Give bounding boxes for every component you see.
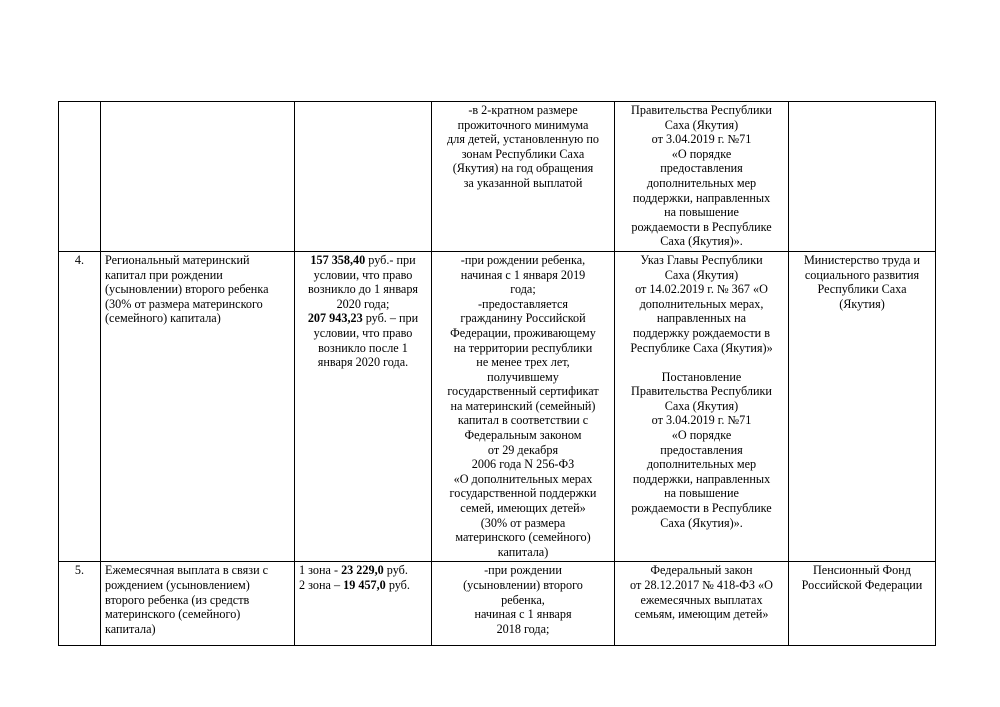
- basis-line: от 14.02.2019 г. № 367 «О: [635, 282, 768, 297]
- table-row: [59, 102, 936, 252]
- conditions-line: прожиточного минимума: [457, 117, 589, 132]
- conditions-line: гражданину Российской: [460, 311, 586, 326]
- benefit-name-cell: [101, 251, 295, 561]
- basis-line: рождаемости в Республике: [631, 501, 772, 516]
- amount-line: условии, что право: [313, 267, 413, 282]
- basis-line: Правительства Республики: [631, 384, 772, 399]
- row-number: [59, 102, 101, 252]
- spacer: [619, 355, 784, 370]
- conditions-line: семей, имеющих детей»: [460, 501, 586, 516]
- name-line: рождением (усыновлением): [105, 578, 250, 592]
- conditions-line: начиная с 1 января: [474, 607, 572, 622]
- name-line: материнского (семейного): [105, 607, 241, 622]
- zone-label: 2 зона –: [299, 578, 344, 592]
- conditions-line: зонам Республики Саха: [461, 146, 585, 161]
- table-row: [59, 562, 936, 646]
- amount-line: 2020 года;: [336, 296, 390, 311]
- amount-line: [299, 578, 427, 593]
- org-line: социального развития: [804, 267, 920, 282]
- basis-line: Республике Саха (Якутия)»: [630, 340, 773, 355]
- benefit-name-cell: [101, 562, 295, 646]
- table-row: [59, 251, 936, 561]
- basis-line: Саха (Якутия)».: [660, 515, 743, 530]
- legal-basis-cell: [615, 102, 789, 252]
- amount-unit: руб.: [385, 578, 410, 592]
- conditions-line: за указанной выплатой: [463, 175, 583, 190]
- amount-line: [299, 563, 427, 578]
- amount-line: возникло после 1: [318, 340, 408, 355]
- name-line: (30% от размера материнского: [105, 296, 263, 311]
- conditions-line: (30% от размера: [480, 515, 566, 530]
- amount-text: руб. – при: [362, 311, 419, 326]
- basis-line: «О порядке: [671, 146, 732, 161]
- basis-line: предоставления: [660, 161, 743, 176]
- basis-line: рождаемости в Республике: [631, 219, 772, 234]
- basis-line: дополнительных мер: [646, 457, 757, 472]
- name-line: капитала): [105, 621, 156, 636]
- conditions-line: ребенка,: [501, 592, 545, 607]
- basis-line: поддержки, направленных: [632, 190, 771, 205]
- basis-line: Саха (Якутия): [664, 398, 739, 413]
- conditions-line: на материнский (семейный): [450, 398, 596, 413]
- basis-line: Правительства Республики: [631, 103, 772, 117]
- org-line: Пенсионный Фонд: [812, 563, 911, 578]
- organization-cell: [789, 251, 936, 561]
- name-line: (усыновлении) второго ребенка: [105, 282, 269, 297]
- basis-line: на повышение: [664, 205, 739, 220]
- legal-basis-cell: [615, 562, 789, 646]
- amount-unit: руб.: [383, 563, 408, 578]
- conditions-line: капитал в соответствии с: [457, 413, 589, 428]
- basis-line: дополнительных мер: [646, 175, 757, 190]
- conditions-line: государственной поддержки: [449, 486, 597, 501]
- amount-line: [299, 311, 427, 326]
- org-line: (Якутия): [839, 296, 885, 311]
- basis-line: от 28.12.2017 № 418-ФЗ «О: [630, 578, 773, 592]
- basis-line: поддержки, направленных: [632, 471, 771, 486]
- benefit-name-cell: [101, 102, 295, 252]
- basis-line: предоставления: [660, 442, 743, 457]
- basis-line: Саха (Якутия): [664, 267, 739, 282]
- conditions-line: капитала): [497, 544, 549, 559]
- basis-line: семьям, имеющим детей»: [634, 607, 769, 622]
- name-line: капитал при рождении: [105, 267, 223, 282]
- basis-line: Федеральный закон: [650, 563, 753, 578]
- organization-cell: [789, 562, 936, 646]
- row-number: 4.: [59, 251, 101, 561]
- conditions-line: «О дополнительных мерах: [453, 471, 593, 486]
- conditions-line: не менее трех лет,: [476, 355, 570, 370]
- name-line: второго ребенка (из средств: [105, 592, 250, 607]
- zone-label: 1 зона -: [299, 563, 342, 578]
- amount-cell: [295, 102, 432, 252]
- conditions-line: государственный сертификат: [447, 384, 599, 399]
- conditions-line: -при рождении: [484, 563, 562, 578]
- conditions-line: Федеральным законом: [464, 428, 582, 443]
- amount-value: 19 457,0: [343, 578, 386, 592]
- amount-line: возникло до 1 января: [307, 282, 419, 297]
- amount-cell: [295, 562, 432, 646]
- basis-line: поддержку рождаемости в: [633, 325, 770, 340]
- conditions-line: (усыновлении) второго: [463, 578, 583, 592]
- org-line: Республики Саха: [817, 282, 907, 297]
- basis-line: ежемесячных выплатах: [640, 592, 763, 607]
- amount-value: 207 943,23: [307, 311, 363, 326]
- conditions-line: -предоставляется: [478, 296, 568, 311]
- name-line: (семейного) капитала): [105, 311, 221, 326]
- conditions-cell: [432, 562, 615, 646]
- amount-text: руб.- при: [365, 252, 416, 267]
- benefits-table: [58, 101, 936, 646]
- basis-line: дополнительных мерах,: [639, 296, 764, 311]
- conditions-line: года;: [510, 282, 536, 297]
- org-line: Министерство труда и: [803, 252, 921, 267]
- amount-value: 157 358,40: [310, 252, 366, 267]
- conditions-cell: [432, 251, 615, 561]
- basis-line: Саха (Якутия): [664, 117, 739, 132]
- conditions-line: -при рождении ребенка,: [460, 252, 586, 267]
- conditions-line: на территории республики: [453, 340, 593, 355]
- conditions-line: -в 2-кратном размере: [468, 103, 578, 117]
- amount-line: [299, 253, 427, 268]
- basis-line: Указ Главы Республики: [640, 252, 763, 267]
- basis-line: направленных на: [656, 311, 747, 326]
- org-line: Российской Федерации: [801, 578, 923, 592]
- basis-line: от 3.04.2019 г. №71: [651, 132, 752, 147]
- conditions-line: (Якутия) на год обращения: [452, 161, 594, 176]
- basis-line: «О порядке: [671, 428, 732, 443]
- conditions-line: для детей, установленную по: [447, 132, 599, 147]
- conditions-cell: [432, 102, 615, 252]
- conditions-line: получившему: [487, 369, 559, 384]
- row-number: 5.: [59, 562, 101, 646]
- conditions-line: от 29 декабря: [487, 442, 559, 457]
- conditions-line: 2018 года;: [496, 621, 550, 636]
- basis-line: Саха (Якутия)».: [660, 234, 743, 249]
- conditions-line: Федерации, проживающему: [450, 325, 596, 340]
- basis-line: от 3.04.2019 г. №71: [651, 413, 752, 428]
- name-line: Региональный материнский: [105, 252, 250, 267]
- amount-line: условии, что право: [313, 325, 413, 340]
- amount-value: 23 229,0: [341, 563, 384, 578]
- name-line: Ежемесячная выплата в связи с: [105, 563, 269, 578]
- conditions-line: 2006 года N 256-ФЗ: [471, 457, 575, 472]
- organization-cell: [789, 102, 936, 252]
- basis-line: Постановление: [661, 369, 742, 384]
- conditions-line: материнского (семейного): [455, 530, 591, 545]
- conditions-line: начиная с 1 января 2019: [460, 267, 586, 282]
- amount-cell: [295, 251, 432, 561]
- amount-line: января 2020 года.: [317, 355, 409, 370]
- legal-basis-cell: [615, 251, 789, 561]
- basis-line: на повышение: [664, 486, 739, 501]
